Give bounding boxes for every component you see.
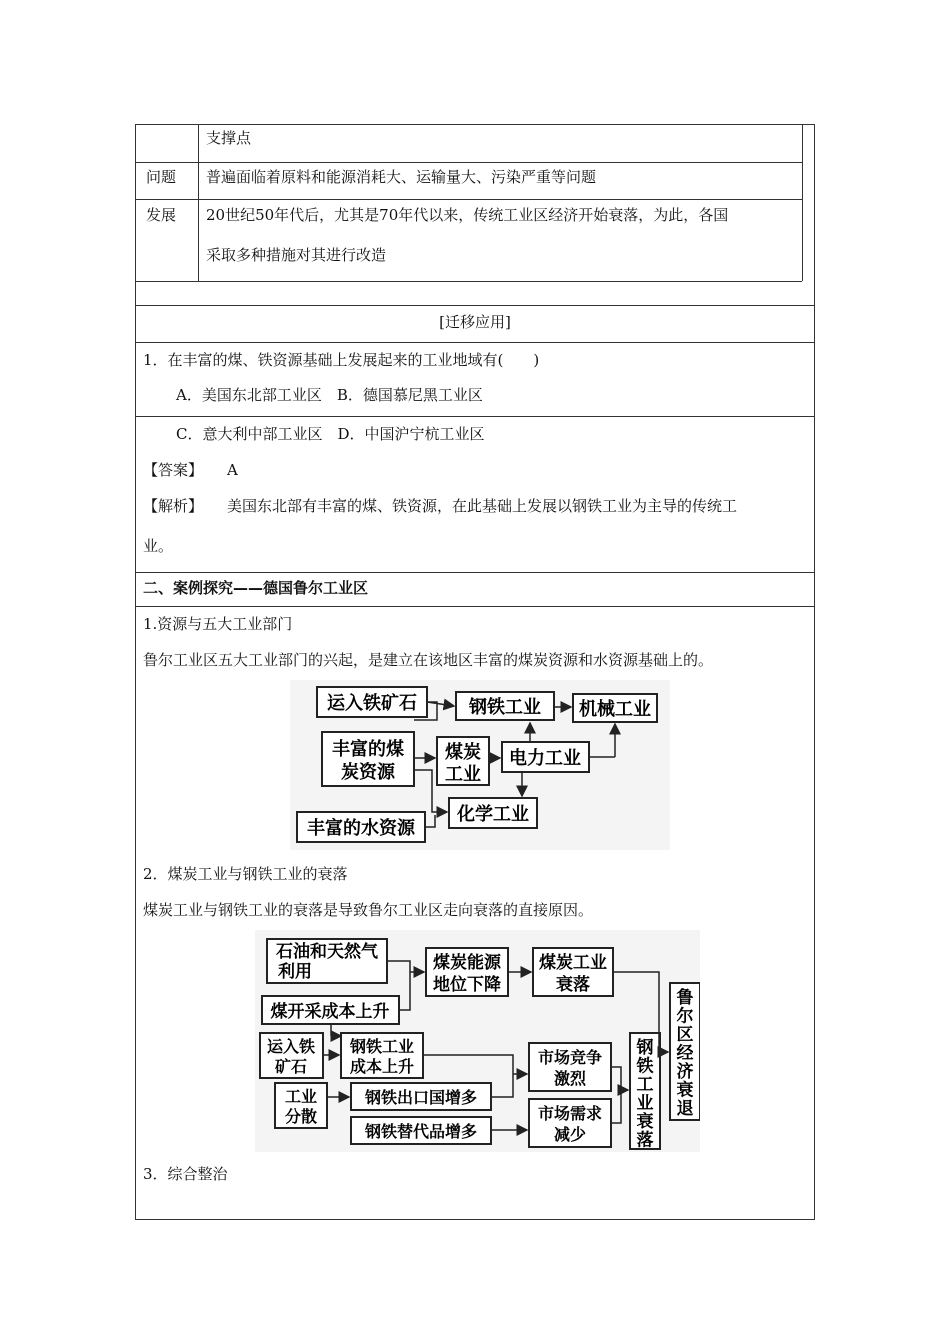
development-text-line1: 20世纪50年代后，尤其是70年代以来，传统工业区经济开始衰落，为此，各国 <box>206 206 729 224</box>
outer-right-border <box>814 124 815 1220</box>
ruhr-decline-char: 鲁 <box>676 988 694 1008</box>
inner-row-divider <box>135 199 802 200</box>
ruhr-decline-char: 退 <box>676 1099 694 1119</box>
analysis-text-line1: 美国东北部有丰富的煤、铁资源，在此基础上发展以钢铁工业为主导的传统工 <box>227 497 738 515</box>
ore-import-label-1: 运入铁 <box>266 1037 316 1056</box>
analysis-text-line2: 业。 <box>143 537 174 555</box>
chemical-industry-label: 化学工业 <box>457 804 529 825</box>
section1-title: 1.资源与五大工业部门 <box>143 615 293 633</box>
section2-text: 煤炭工业与钢铁工业的衰落是导致鲁尔工业区走向衰落的直接原因。 <box>143 901 594 919</box>
answer-value: A <box>227 461 238 479</box>
inner-bottom-border <box>135 281 802 282</box>
row-divider <box>135 305 814 306</box>
question-text: 1．在丰富的煤、铁资源基础上发展起来的工业地域有( ) <box>143 351 540 369</box>
inner-column-divider <box>198 124 199 281</box>
water-resource-label: 丰富的水资源 <box>307 818 415 839</box>
outer-top-border <box>135 124 814 125</box>
inner-row-divider <box>135 162 802 163</box>
steel-decline-vertical-text <box>636 1037 654 1151</box>
ruhr-decline-char: 区 <box>676 1025 694 1045</box>
steel-decline-char: 铁 <box>636 1056 654 1077</box>
inner-right-border <box>802 124 803 281</box>
competition-label-1: 市场竞争 <box>537 1048 603 1067</box>
coal-decline-label-2: 衰落 <box>556 975 590 995</box>
coal-resource-label-1: 丰富的煤 <box>332 739 404 760</box>
export-countries-label: 钢铁出口国增多 <box>364 1088 478 1107</box>
row-divider <box>135 342 814 343</box>
coal-industry-label-2: 工业 <box>445 764 481 785</box>
steel-industry-label: 钢铁工业 <box>469 697 541 718</box>
steel-decline-char: 落 <box>636 1130 654 1151</box>
steel-decline-char: 衰 <box>636 1112 654 1132</box>
transfer-heading: [迁移应用] <box>439 313 511 331</box>
decline-causes-diagram <box>255 930 700 1152</box>
steel-decline-char: 业 <box>636 1093 654 1114</box>
ruhr-decline-char: 衰 <box>676 1080 694 1101</box>
competition-label-2: 激烈 <box>553 1069 587 1088</box>
steel-decline-char: 工 <box>636 1075 654 1095</box>
power-industry-label: 电力工业 <box>509 748 581 769</box>
ruhr-decline-char: 经 <box>676 1043 694 1064</box>
industry-resource-diagram <box>290 680 670 850</box>
ruhr-decline-vertical-text <box>677 987 694 1119</box>
machinery-industry-label: 机械工业 <box>579 699 651 720</box>
row-divider <box>135 606 814 607</box>
steel-cost-label-1: 钢铁工业 <box>349 1037 415 1056</box>
section1-text: 鲁尔工业区五大工业部门的兴起，是建立在该地区丰富的煤炭资源和水资源基础上的。 <box>143 651 714 669</box>
mining-cost-label: 煤开采成本上升 <box>270 1002 390 1022</box>
coal-decline-label-1: 煤炭工业 <box>539 953 607 973</box>
problem-label: 问题 <box>146 168 177 186</box>
problem-text: 普遍面临着原料和能源消耗大、运输量大、污染严重等问题 <box>206 168 597 186</box>
option-cd: C．意大利中部工业区 D．中国沪宁杭工业区 <box>176 425 485 443</box>
demand-label-1: 市场需求 <box>537 1104 603 1123</box>
coal-status-label-2: 地位下降 <box>433 975 501 995</box>
steel-cost-label-2: 成本上升 <box>349 1057 415 1076</box>
support-point-text: 支撑点 <box>206 129 252 147</box>
development-text-line2: 采取多种措施对其进行改造 <box>206 246 387 264</box>
coal-resource-label-2: 炭资源 <box>341 762 395 783</box>
iron-ore-label: 运入铁矿石 <box>327 693 417 714</box>
coal-industry-label-1: 煤炭 <box>445 742 481 763</box>
case-heading: 二、案例探究——德国鲁尔工业区 <box>143 579 369 597</box>
analysis-label: 【解析】 <box>143 497 204 515</box>
disperse-label-2: 分散 <box>284 1107 318 1126</box>
development-label: 发展 <box>146 206 177 224</box>
answer-label: 【答案】 <box>143 461 204 479</box>
disperse-label-1: 工业 <box>284 1087 318 1106</box>
ore-import-label-2: 矿石 <box>274 1057 308 1076</box>
demand-label-2: 减少 <box>553 1125 587 1144</box>
row-divider <box>135 416 814 417</box>
substitutes-label: 钢铁替代品增多 <box>364 1122 478 1141</box>
section2-title: 2．煤炭工业与钢铁工业的衰落 <box>143 865 348 883</box>
steel-decline-char: 钢 <box>636 1038 654 1058</box>
section3-title: 3．综合整治 <box>143 1165 228 1183</box>
outer-bottom-border <box>135 1219 814 1220</box>
row-divider <box>135 572 814 573</box>
ruhr-decline-char: 济 <box>676 1062 694 1082</box>
outer-left-border <box>135 124 136 1220</box>
ruhr-decline-char: 尔 <box>676 1006 694 1027</box>
oil-gas-label-1: 石油和天然气 <box>276 942 378 962</box>
coal-status-label-1: 煤炭能源 <box>433 953 501 973</box>
option-ab: A．美国东北部工业区 B．德国慕尼黑工业区 <box>176 386 483 404</box>
oil-gas-label-2: 利用 <box>278 962 312 982</box>
